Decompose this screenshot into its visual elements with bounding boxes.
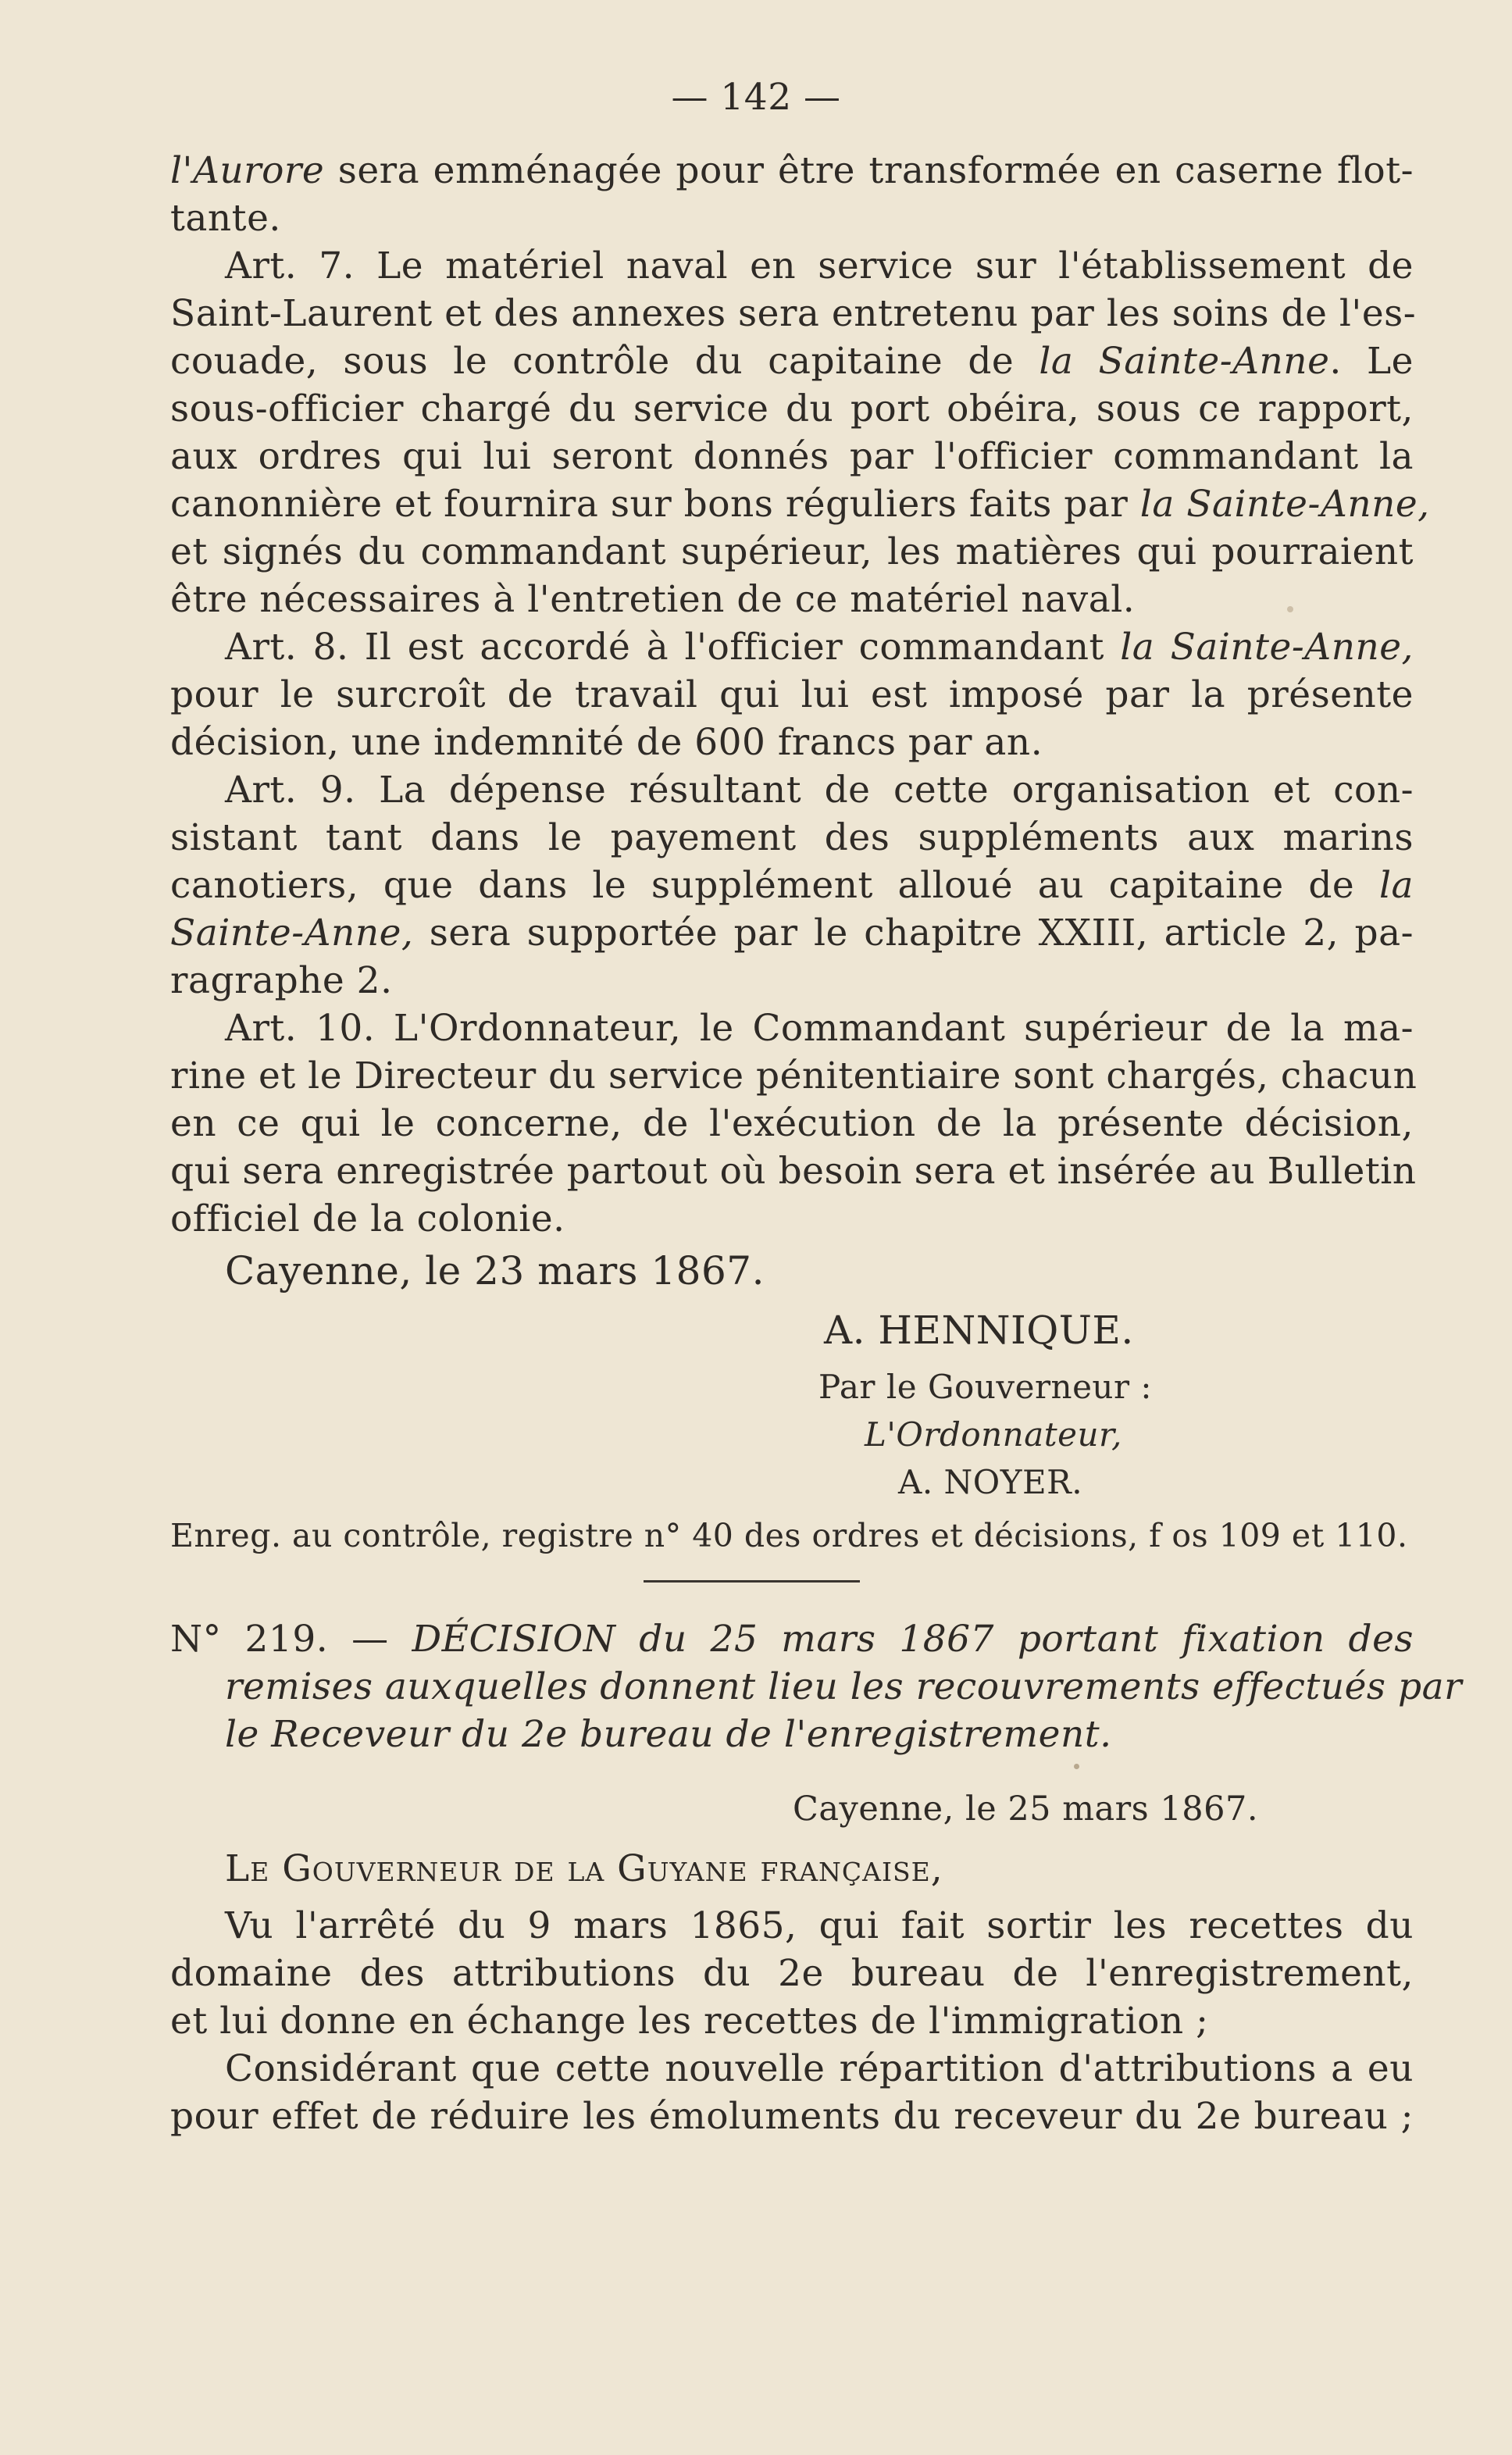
paper-speck (1287, 606, 1293, 612)
decision-title-line: le Receveur du 2e bureau de l'enregistrement. (225, 1713, 1112, 1756)
text-segment: sera supportée par le chapitre XXIII, article 2, pa- (413, 912, 1414, 955)
paper-speck (1074, 1764, 1079, 1769)
article-8-heading (225, 623, 1414, 672)
text-line: domaine des attributions du 2e bureau de l'enregistrement, (170, 1952, 1414, 1995)
text-line: pour le surcroît de travail qui lui est imposé par la présente (170, 673, 1414, 716)
text-line: aux ordres qui lui seront donnés par l'officier commandant la (170, 435, 1414, 478)
text-line: en ce qui le concerne, de l'exécution de la présente décision, (170, 1102, 1414, 1145)
text-line: Considérant que cette nouvelle répartition d'attributions a eu (225, 2047, 1414, 2090)
text-line: et lui donne en échange les recettes de l'immigration ; (170, 2000, 1209, 2043)
text-segment: canotiers, que dans le supplément alloué au capitaine de (170, 864, 1379, 907)
ship-name: la Sainte-Anne, (1139, 483, 1430, 526)
decision-title: DÉCISION du 25 mars 1867 portant fixation des (412, 1618, 1414, 1661)
text-line: sistant tant dans le payement des suppléments aux marins (170, 816, 1414, 859)
text-line: sous-officier chargé du service du port obéira, sous ce rapport, (170, 387, 1414, 430)
text-line: être nécessaires à l'entretien de ce matériel naval. (170, 578, 1136, 621)
article-10-heading: Art. 10. L'Ordonnateur, le Commandant supérieur de la ma- (225, 1007, 1414, 1050)
text-line: ragraphe 2. (170, 959, 393, 1002)
signature-ordonnateur: A. NOYER. (898, 1463, 1083, 1501)
text-segment: couade, sous le contrôle du capitaine de (170, 340, 1040, 383)
text-line: pour effet de réduire les émoluments du receveur du 2e bureau ; (170, 2095, 1414, 2138)
section-divider (644, 1580, 860, 1583)
decision-number: N° 219. — (170, 1618, 412, 1661)
signature-title: L'Ordonnateur, (865, 1415, 1122, 1454)
text-line: officiel de la colonie. (170, 1197, 565, 1240)
text-segment: Art. 8. Il est accordé à l'officier commandant (225, 626, 1121, 669)
governor-heading: Le Gouverneur de la Guyane française, (225, 1847, 943, 1890)
text-line (170, 909, 1414, 958)
ship-name: la Sainte-Anne (1039, 340, 1330, 383)
date-line: Cayenne, le 23 mars 1867. (225, 1248, 765, 1294)
page-number: — 142 — (671, 76, 841, 119)
signature-governor: A. HENNIQUE. (824, 1308, 1134, 1353)
signature-by-line: Par le Gouverneur : (818, 1368, 1153, 1406)
text-line: Vu l'arrêté du 9 mars 1865, qui fait sortir les recettes du (225, 1904, 1414, 1947)
text-line: Saint-Laurent et des annexes sera entretenu par les soins de l'es- (170, 292, 1417, 335)
registration-note: Enreg. au contrôle, registre n° 40 des ordres et décisions, f os 109 et 110. (170, 1517, 1408, 1554)
text-line (170, 480, 1430, 529)
text-line (170, 862, 1414, 910)
decision-date: Cayenne, le 25 mars 1867. (793, 1790, 1259, 1829)
text-segment: sera emménagée pour être transformée en caserne flot- (324, 149, 1414, 192)
text-segment: . Le (1329, 340, 1414, 383)
text-line: tante. (170, 197, 281, 240)
text-line (170, 337, 1414, 386)
ship-name: l'Aurore (170, 149, 325, 192)
text-line: décision, une indemnité de 600 francs par an. (170, 721, 1043, 764)
decision-heading (170, 1615, 1414, 1664)
article-9-heading: Art. 9. La dépense résultant de cette organisation et con- (225, 769, 1414, 812)
ship-name: Sainte-Anne, (170, 912, 414, 955)
decision-title-line: remises auxquelles donnent lieu les recouvrements effectués par (225, 1665, 1463, 1708)
text-line: qui sera enregistrée partout où besoin sera et insérée au Bulletin (170, 1150, 1417, 1193)
text-line: rine et le Directeur du service pénitentiaire sont chargés, chacun (170, 1054, 1418, 1097)
ship-name: la Sainte-Anne, (1120, 626, 1414, 669)
ship-name: la (1378, 864, 1414, 907)
text-line (170, 147, 1414, 195)
article-7-heading: Art. 7. Le matériel naval en service sur l'établissement de (225, 244, 1414, 287)
text-segment: canonnière et fournira sur bons réguliers faits par (170, 483, 1140, 526)
text-line: et signés du commandant supérieur, les matières qui pourraient (170, 530, 1414, 573)
